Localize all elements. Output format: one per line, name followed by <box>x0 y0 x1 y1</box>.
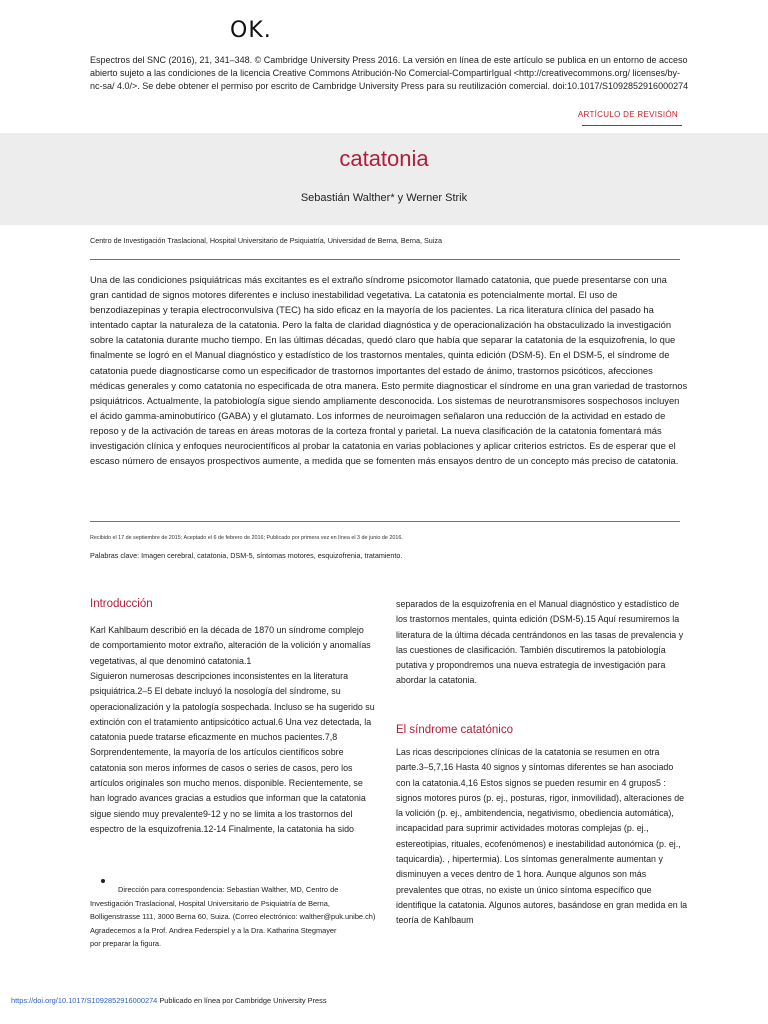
affiliation: Centro de Investigación Traslacional, Hospital Universitario de Psiquiatría, Universidad de Berna, Berna, Suiza <box>90 236 442 245</box>
article-type-label: ARTÍCULO DE REVISIÓN <box>577 110 678 119</box>
section-heading-sindrome-catatonico: El síndrome catatónico <box>396 724 513 736</box>
doi-link[interactable]: https://doi.org/10.1017/S1092852916000274 <box>11 996 158 1005</box>
footnote-line: Dirección para correspondencia: Sebastian Walther, MD, Centro de <box>118 885 339 894</box>
doi-footer <box>11 996 327 1005</box>
abstract-top-rule <box>90 259 680 260</box>
publication-dates: Recibido el 17 de septiembre de 2015; Aceptado el 6 de febrero de 2016; Publicado por primera vez en línea el 3 de junio de 2016. <box>90 535 403 541</box>
article-type-rule <box>582 125 682 126</box>
right-paragraph-1: separados de la esquizofrenia en el Manual diagnóstico y estadístico de los trastornos mentales, quinta edición (DSM-5).15 Aquí resumiremos la literatura de la última década centrándonos en las tasas de prevalencia y las cuestiones de clasificación. También discutiremos la patobiología putativa y propondremos una nueva estrategia de investigación para abordar la catatonia. <box>396 599 684 686</box>
footnote-line: por preparar la figura. <box>90 939 162 949</box>
footnote-line: Investigación Traslacional, Hospital Universitario de Psiquiatría de Berna, <box>90 898 330 908</box>
footnote-line: Agradecemos a la Prof. Andrea Federspiel y a la Dra. Katharina Stegmayer <box>90 925 337 935</box>
intro-paragraph-2: Siguieron numerosas descripciones inconsistentes en la literatura psiquiátrica.2–5 El debate incluyó la nosología del síndrome, su operacionalización y la patología sospechada. Incluso se ha sugerido su extinción con el tratamiento antipsicótico actual.6 Una vez detectada, la catatonia puede tratarse eficazmente en muchos pacientes.7,8 Sorprendentemente, la mayoría de los artículos científicos sobre catatonia son meros informes de casos o series de casos, pero los artículos originales son mucho menos. disponible. Recientemente, se han logrado avances gracias a estudios que informan que la catatonia sigue siendo muy prevalente9-12 y no se limita a los trastornos del espectro de la esquizofrenia.12-14 Finalmente, la catatonia ha sido <box>90 671 375 834</box>
right-paragraph-2: Las ricas descripciones clínicas de la catatonia se resumen en otra parte.3–5,7,16 Hasta 40 signos y síntomas diferentes se han asociado con la catatonia.4,16 Estos signos se pueden resumir en 4 grupos5 : signos motores puros (p. ej., posturas, rigor, inmovilidad), alteraciones de la volición (p. ej., ambitendencia, negativismo, obediencia automática), incapacidad para suprimir actividades motoras complejas (p. ej., estereotipias, rituales, ecofenómenos) e inestabilidad autonómica (p. ej., taquicardia). , hipertermia). Los síntomas generalmente aumentan y disminuyen a veces dentro de 1 hora. Aunque algunos son más prevalentes que otras, no existe un único síntoma específico que identifique la catatonia. Algunos autores, basándose en gran medida en la teoría de Kahlbaum <box>396 747 688 926</box>
author-list: Sebastián Walther* y Werner Strik <box>300 192 468 204</box>
correspondence-footnote <box>90 883 380 951</box>
handwritten-annotation: OK. <box>230 18 272 43</box>
keywords: Palabras clave: Imagen cerebral, catatonia, DSM-5, síntomas motores, esquizofrenia, tratamiento. <box>90 551 403 560</box>
intro-paragraph-1: Karl Kahlbaum describió en la década de 1870 un síndrome complejo de comportamiento motor extraño, alteración de la volición y anomalías vegetativas, al que denominó catatonia.1 <box>90 625 371 666</box>
citation-block: Espectros del SNC (2016), 21, 341–348. © Cambridge University Press 2016. La versión en línea de este artículo se publica en un entorno de acceso abierto sujeto a las condiciones de la licencia Creative Commons Atribución-No Comercial-CompartirIgual <http://creativecommons.org/ licenses/by-nc-sa/ 4.0/>. Se debe obtener el permiso por escrito de Cambridge University Press para su reutilización comercial. doi:10.1017/S1092852916000274 <box>90 55 689 91</box>
article-title: catatonia <box>339 146 429 171</box>
doi-publisher-note: Publicado en línea por Cambridge University Press <box>157 996 327 1005</box>
abstract-bottom-rule <box>90 521 680 522</box>
footnote-line: Bolligenstrasse 111, 3000 Berna 60, Suiza. (Correo electrónico: walther@puk.unibe.ch) <box>90 912 376 922</box>
section-heading-introduccion: Introducción <box>90 598 153 610</box>
abstract: Una de las condiciones psiquiátricas más excitantes es el extraño síndrome psicomotor llamado catatonia, que puede presentarse con una gran cantidad de signos motores diferentes e incluso inestabilidad vegetativa. La catatonia es potencialmente mortal. El uso de benzodiazepinas y terapia electroconvulsiva (TEC) ha sido eficaz en la mayoría de los pacientes. La rica literatura clínica del pasado ha intentado captar la naturaleza de la catatonia. Pero la falta de claridad diagnóstica y de operacionalización ha obstaculizado la investigación sobre la catatonia durante mucho tiempo. En las últimas décadas, quedó claro que había que separar la catatonia de la esquizofrenia, lo que finalmente se logró en el Manual diagnóstico y estadístico de los trastornos mentales, quinta edición (DSM-5). En el DSM-5, el síndrome de catatonia puede diagnosticarse como un especificador de trastornos importantes del estado de ánimo, trastornos psicóticos, afecciones médicas generales y como catatonia no especificada de otra manera. Esto permite diagnosticar el síndrome en una gran variedad de trastornos psiquiátricos. Actualmente, la patobiología sigue siendo ampliamente desconocida. Los sistemas de neurotransmisores sospechosos incluyen el ácido gamma-aminobutírico (GABA) y el glutamato. Los informes de neuroimagen señalaron una reducción de la actividad en estado de reposo y de la activación de tareas en áreas motoras de la corteza frontal y parietal. La nueva clasificación de la catatonia fomentará más investigación clínica y enfoques neurocientíficos al probar la catatonia en varias poblaciones y aplicar criterios estrictos. Es de esperar que el escaso número de ensayos prospectivos aumente, a medida que se fomenten más ensayos dentro de un concepto más preciso de catatonia. <box>90 274 688 467</box>
